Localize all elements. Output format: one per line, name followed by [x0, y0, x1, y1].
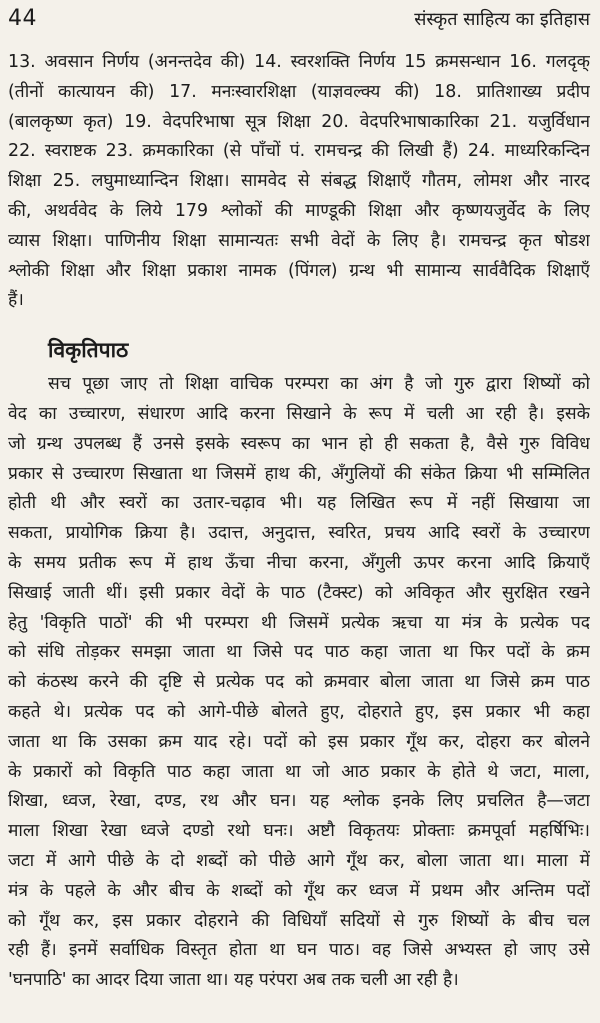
text-line: सकता, प्रायोगिक क्रिया है। उदात्त, अनुदात्त, स्वरित, प्रचय आदि स्वरों के उच्चारण — [8, 523, 590, 544]
text-line: श्लोकी शिक्षा और शिक्षा प्रकाश नामक (पिंगल) ग्रन्थ भी सामान्य सार्ववैदिक शिक्षाएँ — [8, 260, 590, 281]
text-line: की, अथर्ववेद के लिये 179 श्लोकों की माण्डूकी शिक्षा और कृष्णयजुर्वेद के लिए — [8, 200, 590, 221]
text-line: को कंठस्थ करने की दृष्टि से प्रत्येक पद को क्रमवार बोला जाता था जिसे क्रम पाठ — [8, 672, 590, 693]
text-line: जो ग्रन्थ उपलब्ध हैं उनसे इसके स्वरूप का भान हो ही सकता है, वैसे गुरु विविध — [8, 433, 590, 454]
text-line: (बालकृष्ण कृत) 19. वेदपरिभाषा सूत्र शिक्षा 20. वेदपरिभाषाकारिका 21. यजुर्विधान — [8, 111, 590, 132]
text-line: प्रकार से उच्चारण सिखाता था जिसमें हाथ की, अँगुलियों की संकेत क्रिया भी सम्मिलित — [8, 463, 590, 484]
text-line: शिक्षा 25. लघुमाध्यान्दिन शिक्षा। सामवेद से संबद्ध शिक्षाएँ गौतम, लोमश और नारद — [8, 171, 590, 192]
text-line: को संधि तोड़कर समझा जाता था जिसे पद पाठ कहा जाता था फिर पदों के क्रम — [8, 642, 590, 663]
text-line: रही हैं। इनमें सर्वाधिक विस्तृत होता था घन पाठ। वह जिसे अभ्यस्त हो जाए उसे — [8, 940, 590, 961]
section-heading: विकृतिपाठ — [48, 338, 129, 363]
paragraph-vikritipath — [8, 370, 590, 996]
text-line: मंत्र के पहले के और बीच के शब्दों को गूँथ कर ध्वज में प्रथम और अन्तिम पदों — [8, 880, 590, 901]
paragraph-shiksha-list — [8, 48, 590, 316]
text-line: 22. स्वराष्टक 23. क्रमकारिका (से पाँचों पं. रामचन्द्र की लिखी हैं) 24. माध्यरिकन्दिन — [8, 141, 590, 162]
text-line: होती थी और स्वरों का उतार-चढ़ाव भी। यह लिखित रूप में नहीं सिखाया जा — [8, 493, 590, 514]
text-line: को गूँथ कर, इस प्रकार दोहराने की विधियाँ सदियों से गुरु शिष्यों के बीच चल — [8, 910, 590, 931]
text-line: हैं। — [8, 290, 24, 311]
text-line: के प्रकारों को विकृति पाठ कहा जाता था जो आठ प्रकार के होते थे जटा, माला, — [8, 761, 590, 782]
text-line: व्यास शिक्षा। पाणिनीय शिक्षा सामान्यतः सभी वेदों के लिए है। रामचन्द्र कृत षोडश — [8, 230, 590, 251]
text-line: 13. अवसान निर्णय (अनन्तदेव की) 14. स्वरशक्ति निर्णय 15 क्रमसन्धान 16. गलदृक् — [8, 52, 590, 72]
text-line: सच पूछा जाए तो शिक्षा वाचिक परम्परा का अंग है जो गुरु द्वारा शिष्यों को — [48, 374, 590, 395]
text-line: कहते थे। प्रत्येक पद को आगे-पीछे बोलते हुए, दोहराते हुए, इस प्रकार भी कहा — [8, 701, 590, 722]
text-line: 'घनपाठि' का आदर दिया जाता था। यह परंपरा अब तक चली आ रही है। — [8, 970, 459, 991]
page-header — [8, 6, 590, 48]
text-line: माला शिखा रेखा ध्वजे दण्डो रथो घनः। अष्टौ विकृतयः प्रोक्ताः क्रमपूर्वा महर्षिभिः। — [8, 821, 590, 842]
text-line: के समय प्रतीक रूप में हाथ ऊँचा नीचा करना, अँगुली ऊपर करना आदि क्रियाएँ — [8, 552, 590, 573]
text-line: जटा में आगे पीछे के दो शब्दों को पीछे आगे गूँथ कर, बोला जाता था। माला में — [8, 850, 590, 871]
page-number: 44 — [8, 6, 37, 31]
text-line: शिखा, ध्वज, रेखा, दण्ड, रथ और घन। यह श्लोक इनके लिए प्रचलित है—जटा — [8, 791, 590, 812]
text-line: वेद का उच्चारण, संधारण आदि करना सिखाने के रूप में चली आ रही है। इसके — [8, 403, 590, 424]
running-title: संस्कृत साहित्य का इतिहास — [414, 9, 590, 30]
text-line: (तीनों कात्यायन की) 17. मनःस्वारशिक्षा (याज्ञवल्क्य की) 18. प्रातिशाख्य प्रदीप — [8, 81, 590, 102]
text-line: हेतु 'विकृति पाठों' की भी परम्परा थी जिसमें प्रत्येक ऋचा या मंत्र के प्रत्येक पद — [8, 612, 590, 633]
text-line: जाता था कि उसका क्रम याद रहे। पदों को इस प्रकार गूँथ कर, दोहरा कर बोलने — [8, 731, 590, 752]
text-line: सिखाई जाती थीं। इसी प्रकार वेदों के पाठ (टैक्स्ट) को अविकृत और सुरक्षित रखने — [8, 582, 590, 603]
